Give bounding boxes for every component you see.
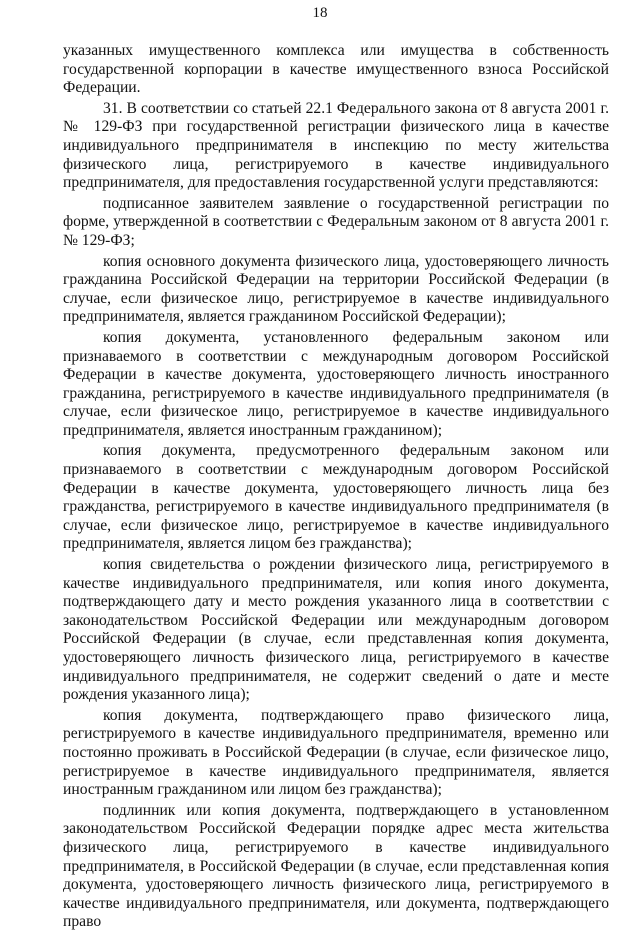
paragraph-foreign-id-copy: копия документа, установленного федеральным законом или признаваемого в соответствии с международным договором Российской Федерации в качестве документа, удостоверяющего личность иностранного гражданина, регистрируемого в качестве индивидуального предпринимателя (в случае, если физическое лицо, регистрируемое в качестве индивидуального предпринимателя, является иностранным гражданином); [63,328,609,439]
paragraph-residence-right-copy: копия документа, подтверждающего право физического лица, регистрируемого в качестве индивидуального предпринимателя, временно или постоянно проживать в Российской Федерации (в случае, если физическое лицо, регистрируемое в качестве индивидуального предпринимателя, является иностранным гражданином или лицом без гражданства); [63,706,609,799]
paragraph-address-document: подлинник или копия документа, подтверждающего в установленном законодательством Российской Федерации порядке адрес места жительства физического лица, регистрируемого в качестве индивидуального предпринимателя, в Российской Федерации (в случае, если представленная копия документа, удостоверяющего личность физического лица, регистрируемого в качестве индивидуального предпринимателя, или документа, подтверждающего право [63,801,609,931]
paragraph-clause-31: 31. В соответствии со статьей 22.1 Федерального закона от 8 августа 2001 г. № 129-ФЗ при государственной регистрации физического лица в качестве индивидуального предпринимателя в инспекцию по месту жительства физического лица, регистрируемого в качестве индивидуального предпринимателя, для предоставления государственной услуги представляются: [63,99,609,192]
paragraph-citizen-id-copy: копия основного документа физического лица, удостоверяющего личность гражданина Российской Федерации на территории Российской Федерации (в случае, если физическое лицо, регистрируемое в качестве индивидуального предпринимателя, является гражданином Российской Федерации); [63,252,609,326]
paragraph-application: подписанное заявителем заявление о государственной регистрации по форме, утвержденной в соответствии с Федеральным законом от 8 августа 2001 г. № 129-ФЗ; [63,194,609,249]
page-number: 18 [312,5,328,21]
paragraph-stateless-id-copy: копия документа, предусмотренного федеральным законом или признаваемого в соответствии с международным договором Российской Федерации в качестве документа, удостоверяющего личность лица без гражданства, регистрируемого в качестве индивидуального предпринимателя (в случае, если физическое лицо, регистрируемое в качестве индивидуального предпринимателя, является лицом без гражданства); [63,442,609,553]
paragraph-birth-certificate-copy: копия свидетельства о рождении физического лица, регистрируемого в качестве индивидуального предпринимателя, или копия иного документа, подтверждающего дату и место рождения указанного лица в соответствии с законодательством Российской Федерации или международным договором Российской Федерации (в случае, если представленная копия документа, удостоверяющего личность физического лица, регистрируемого в качестве индивидуального предпринимателя, не содержит сведений о дате и месте рождения указанного лица); [63,556,609,704]
document-body [63,42,609,934]
paragraph-continuation: указанных имущественного комплекса или имущества в собственность государственной корпорации в качестве имущественного взноса Российской Федерации. [63,42,609,97]
